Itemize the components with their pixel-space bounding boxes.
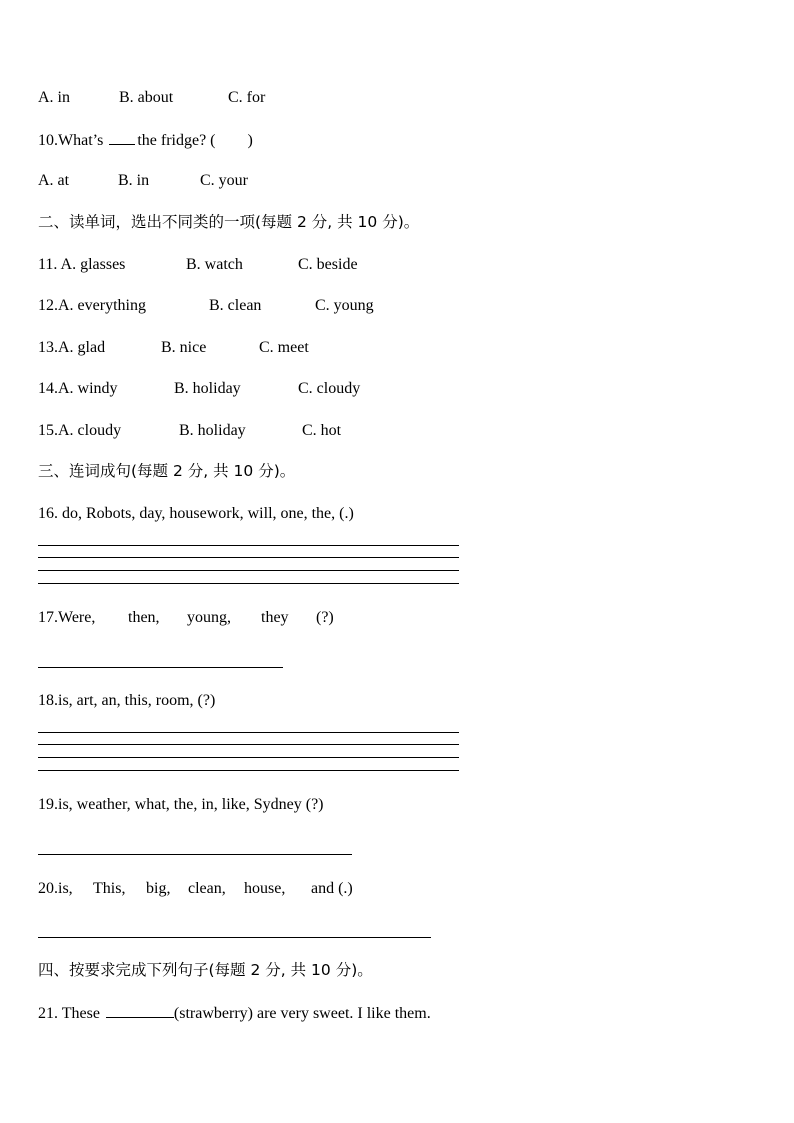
q17-word-3: young, — [187, 609, 231, 626]
q21-question — [38, 1003, 431, 1024]
q13-option-c: C. meet — [259, 339, 309, 356]
q17-word-4: they — [261, 609, 289, 626]
q10-option-b: B. in — [118, 172, 150, 189]
q12-option-b: B. clean — [209, 297, 262, 314]
q10-prefix: 10.What’s — [38, 132, 104, 149]
q9-option-c: C. for — [228, 89, 266, 106]
q19-answer-line[interactable] — [38, 854, 352, 855]
q14-option-a: 14.A. windy — [38, 380, 118, 397]
q16-question: 16. do, Robots, day, housework, will, one, the, (.) — [38, 505, 354, 522]
q11-option-a: 11. A. glasses — [38, 256, 126, 273]
q16-answer-line-3[interactable] — [38, 570, 459, 571]
q13-option-b: B. nice — [161, 339, 207, 356]
q18-question: 18.is, art, an, this, room, (?) — [38, 692, 216, 709]
q21-blank[interactable] — [106, 1003, 174, 1018]
q20-word-4: clean, — [188, 880, 226, 897]
q21-suffix: (strawberry) are very sweet. I like them. — [173, 1005, 431, 1022]
q17-word-5: (?) — [316, 609, 334, 626]
q16-answer-line-1[interactable] — [38, 545, 459, 546]
q13-option-a: 13.A. glad — [38, 339, 106, 356]
q20-answer-line[interactable] — [38, 937, 431, 938]
q19-question: 19.is, weather, what, the, in, like, Sydney (?) — [38, 796, 324, 813]
q10-option-c: C. your — [200, 172, 248, 189]
q9-option-b: B. about — [119, 89, 174, 106]
q14-option-c: C. cloudy — [298, 380, 361, 397]
q10-blank[interactable] — [109, 130, 135, 145]
q14-option-b: B. holiday — [174, 380, 241, 397]
q10-question — [38, 130, 253, 151]
q16-answer-line-4[interactable] — [38, 583, 459, 584]
q20-word-2: This, — [93, 880, 126, 897]
q17-word-2: then, — [128, 609, 160, 626]
q20-word-1: 20.is, — [38, 880, 73, 897]
q18-answer-line-1[interactable] — [38, 732, 459, 733]
q15-option-c: C. hot — [302, 422, 342, 439]
q12-option-a: 12.A. everything — [38, 297, 146, 314]
q15-option-a: 15.A. cloudy — [38, 422, 122, 439]
q11-option-b: B. watch — [186, 256, 243, 273]
q10-suffix: the fridge? ( — [137, 132, 216, 149]
q9-option-a: A. in — [38, 89, 70, 106]
q18-answer-line-3[interactable] — [38, 757, 459, 758]
section4-heading: 四、按要求完成下列句子(每题 2 分, 共 10 分)。 — [38, 961, 373, 979]
q17-word-1: 17.Were, — [38, 609, 96, 626]
q12-option-c: C. young — [315, 297, 374, 314]
q18-answer-line-2[interactable] — [38, 744, 459, 745]
q15-option-b: B. holiday — [179, 422, 246, 439]
section3-heading: 三、连词成句(每题 2 分, 共 10 分)。 — [38, 462, 296, 480]
section2-heading: 二、读单词，选出不同类的一项(每题 2 分, 共 10 分)。 — [38, 213, 420, 231]
q20-word-5: house, — [244, 880, 286, 897]
q17-answer-line[interactable] — [38, 667, 283, 668]
q11-option-c: C. beside — [298, 256, 358, 273]
q20-word-6: and (.) — [311, 880, 353, 897]
q16-answer-line-2[interactable] — [38, 557, 459, 558]
q21-prefix: 21. These — [38, 1005, 100, 1022]
q18-answer-line-4[interactable] — [38, 770, 459, 771]
q10-close-paren: ) — [247, 132, 253, 149]
q10-option-a: A. at — [38, 172, 70, 189]
q20-word-3: big, — [146, 880, 171, 897]
